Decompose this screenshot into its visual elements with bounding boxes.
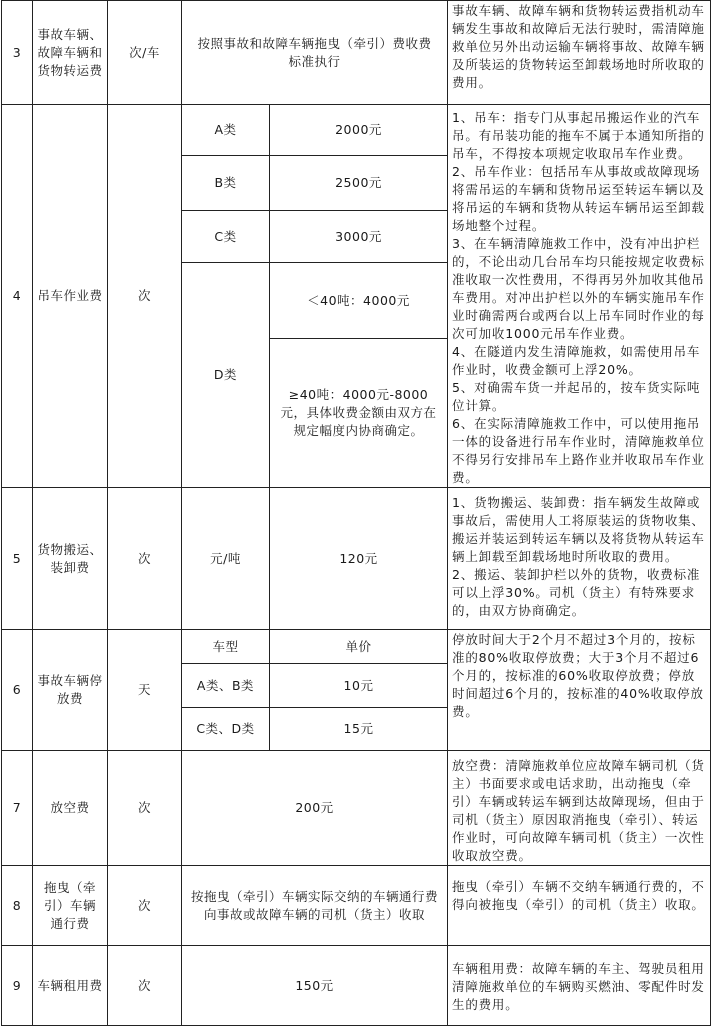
header-model: 车型 [182,630,270,664]
sub-unit: 元/吨 [182,488,270,630]
unit: 次 [108,751,182,866]
class-price: 3000元 [270,211,448,263]
price-cell: 按照事故和故障车辆拖曳（牵引）费收费标准执行 [182,1,448,105]
class-label: B类 [182,156,270,211]
description [448,946,711,1026]
unit: 次/车 [108,1,182,105]
description [448,105,711,488]
table-row [2,105,711,156]
table-row [2,630,711,664]
class-label: C类 [182,211,270,263]
unit: 次 [108,105,182,488]
row-number: 6 [2,630,33,751]
vehicle-type: A类、B类 [182,664,270,708]
row-number: 7 [2,751,33,866]
description [448,751,711,866]
description-text: 3、在车辆清障施救工作中，没有冲出护栏的，不论出动几台吊车均只能按规定收费标准收取一次性费用，不得再另外加收其他吊车费用。对冲出护栏以外的车辆实施吊车作业时确需两台或两台以上吊车同时作业的每次可加收1000元吊车作业费。 [452,236,705,341]
vehicle-type: C类、D类 [182,708,270,751]
vehicle-price: 10元 [270,664,448,708]
description-text: 6、在实际清障施救工作中，可以使用拖吊一体的设备进行吊车作业时，清障施救单位不得另行安排吊车上路作业并收取吊车作业费。 [452,416,705,485]
item-name: 货物搬运、装卸费 [33,488,108,630]
row-number: 4 [2,105,33,488]
price-cell: 按拖曳（牵引）车辆实际交纳的车辆通行费向事故或故障车辆的司机（货主）收取 [182,866,448,946]
fee-table [1,0,711,1026]
item-name: 拖曳（牵引）车辆通行费 [33,866,108,946]
description-text: 5、对确需车货一并起吊的，按车货实际吨位计算。 [452,380,701,413]
price-cell: 120元 [270,488,448,630]
description-text: 1、货物搬运、装卸费：指车辆发生故障或事故后，需使用人工将原装运的货物收集、搬运并装运到转运车辆以及将货物从转运车辆上卸载至卸载场地时所收取的费用。 [452,495,705,564]
description-text: 事故车辆、故障车辆和货物转运费指机动车辆发生事故和故障后无法行驶时，需清障施救单位另外出动运输车辆将事故、故障车辆及所装运的货物转运至卸载场地时所收取的费用。 [452,3,705,90]
description [448,1,711,105]
unit: 天 [108,630,182,751]
price-cell: 150元 [182,946,448,1026]
row-number: 3 [2,1,33,105]
description [448,488,711,630]
description-text: 1、吊车：指专门从事起吊搬运作业的汽车吊。有吊装功能的拖车不属于本通知所指的吊车，不得按本项规定收取吊车作业费。 [452,110,705,161]
description-text: 车辆租用费：故障车辆的车主、驾驶员租用清障施救单位的车辆购买燃油、零配件时发生的费用。 [452,961,705,1012]
item-name: 放空费 [33,751,108,866]
row-number: 8 [2,866,33,946]
item-name: 事故车辆、故障车辆和货物转运费 [33,1,108,105]
description-text: 停放时间大于2个月不超过3个月的，按标准的80%收取停放费；大于3个月不超过6个月的，按标准的60%收取停放费；停放时间超过6个月的，按标准的40%收取停放费。 [452,632,704,719]
description [448,866,711,946]
description-text: 放空费：清障施救单位应故障车辆司机（货主）书面要求或电话求助，出动拖曳（牵引）车辆或转运车辆到达故障现场，但由于司机（货主）原因取消拖曳（牵引）、转运作业时，可向故障车辆司机（货主）一次性收取放空费。 [452,758,705,863]
row-number: 9 [2,946,33,1026]
table-row [2,488,711,630]
class-price: ＜40吨：4000元 [270,263,448,339]
description-text: 2、搬运、装卸护栏以外的货物，收费标准可以上浮30%。司机（货主）有特殊要求的，由双方协商确定。 [452,567,701,618]
table-row [2,751,711,866]
description [448,630,711,751]
row-number: 5 [2,488,33,630]
description-text: 2、吊车作业：包括吊车从事故或故障现场将需吊运的车辆和货物吊运至转运车辆以及将吊运的车辆和货物从转运车辆吊运至卸载场地整个过程。 [452,164,705,233]
class-price: 2000元 [270,105,448,156]
table-row [2,1,711,105]
vehicle-price: 15元 [270,708,448,751]
class-label: D类 [182,263,270,488]
description-text: 4、在隧道内发生清障施救，如需使用吊车作业时，收费金额可上浮20%。 [452,344,701,377]
unit: 次 [108,488,182,630]
class-price: 2500元 [270,156,448,211]
table-row [2,946,711,1026]
item-name: 事故车辆停放费 [33,630,108,751]
description-text: 拖曳（牵引）车辆不交纳车辆通行费的，不得向被拖曳（牵引）的司机（货主）收取。 [452,879,705,912]
unit: 次 [108,866,182,946]
header-price: 单价 [270,630,448,664]
table-row [2,866,711,946]
item-name: 车辆租用费 [33,946,108,1026]
class-price: ≥40吨：4000元-8000元，具体收费金额由双方在规定幅度内协商确定。 [270,339,448,488]
item-name: 吊车作业费 [33,105,108,488]
class-label: A类 [182,105,270,156]
price-cell: 200元 [182,751,448,866]
unit: 次 [108,946,182,1026]
